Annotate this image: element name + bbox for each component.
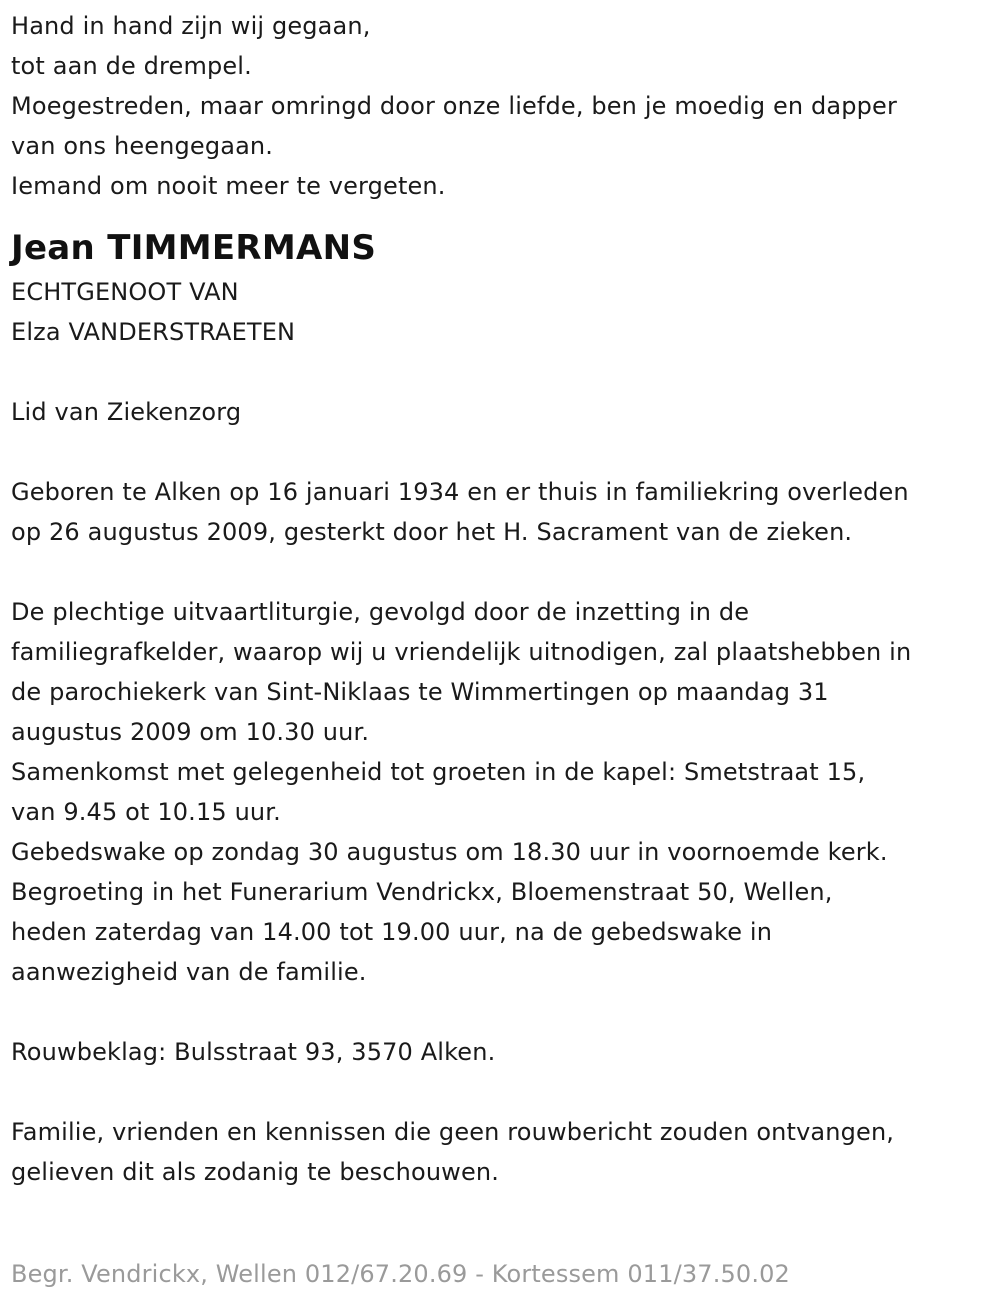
relation-label: ECHTGENOOT VAN xyxy=(11,278,239,306)
notice-paragraph xyxy=(11,1112,996,1192)
poem-line: Hand in hand zijn wij gegaan, xyxy=(11,12,371,40)
spacer xyxy=(11,432,996,472)
paragraph-line: Gebedswake op zondag 30 augustus om 18.30 uur in voornoemde kerk. xyxy=(11,838,888,866)
paragraph-line: De plechtige uitvaartliturgie, gevolgd door de inzetting in de xyxy=(11,598,750,626)
deceased-block xyxy=(11,224,996,432)
funeral-paragraph xyxy=(11,592,996,992)
deceased-name: Jean TIMMERMANS xyxy=(11,228,377,268)
spacer xyxy=(11,1072,996,1112)
paragraph-line: Begroeting in het Funerarium Vendrickx, Bloemenstraat 50, Wellen, xyxy=(11,878,833,906)
funeral-home-footer: Begr. Vendrickx, Wellen 012/67.20.69 - Kortessem 011/37.50.02 xyxy=(11,1260,790,1288)
paragraph-line: augustus 2009 om 10.30 uur. xyxy=(11,718,370,746)
paragraph-line: gelieven dit als zodanig te beschouwen. xyxy=(11,1158,500,1186)
paragraph-line: op 26 augustus 2009, gesterkt door het H. Sacrament van de zieken. xyxy=(11,518,853,546)
poem-line: van ons heengegaan. xyxy=(11,132,274,160)
condolence-address: Rouwbeklag: Bulsstraat 93, 3570 Alken. xyxy=(11,1038,496,1066)
paragraph-line: de parochiekerk van Sint-Niklaas te Wimmertingen op maandag 31 xyxy=(11,678,829,706)
spacer xyxy=(11,352,996,392)
paragraph-line: Familie, vrienden en kennissen die geen rouwbericht zouden ontvangen, xyxy=(11,1118,895,1146)
paragraph-line: heden zaterdag van 14.00 tot 19.00 uur, na de gebedswake in xyxy=(11,918,773,946)
paragraph-line: aanwezigheid van de familie. xyxy=(11,958,367,986)
paragraph-line: Geboren te Alken op 16 januari 1934 en er thuis in familiekring overleden xyxy=(11,478,909,506)
spacer xyxy=(11,992,996,1032)
paragraph-line: Samenkomst met gelegenheid tot groeten in de kapel: Smetstraat 15, xyxy=(11,758,866,786)
poem xyxy=(11,6,996,206)
poem-line: tot aan de drempel. xyxy=(11,52,252,80)
poem-line: Iemand om nooit meer te vergeten. xyxy=(11,172,446,200)
birth-death-paragraph xyxy=(11,472,996,552)
spouse-name: Elza VANDERSTRAETEN xyxy=(11,318,296,346)
paragraph-line: familiegrafkelder, waarop wij u vriendelijk uitnodigen, zal plaatshebben in xyxy=(11,638,912,666)
membership: Lid van Ziekenzorg xyxy=(11,398,242,426)
poem-line: Moegestreden, maar omringd door onze liefde, ben je moedig en dapper xyxy=(11,92,897,120)
spacer xyxy=(11,552,996,592)
paragraph-line: van 9.45 ot 10.15 uur. xyxy=(11,798,281,826)
obituary-notice xyxy=(11,6,996,1192)
